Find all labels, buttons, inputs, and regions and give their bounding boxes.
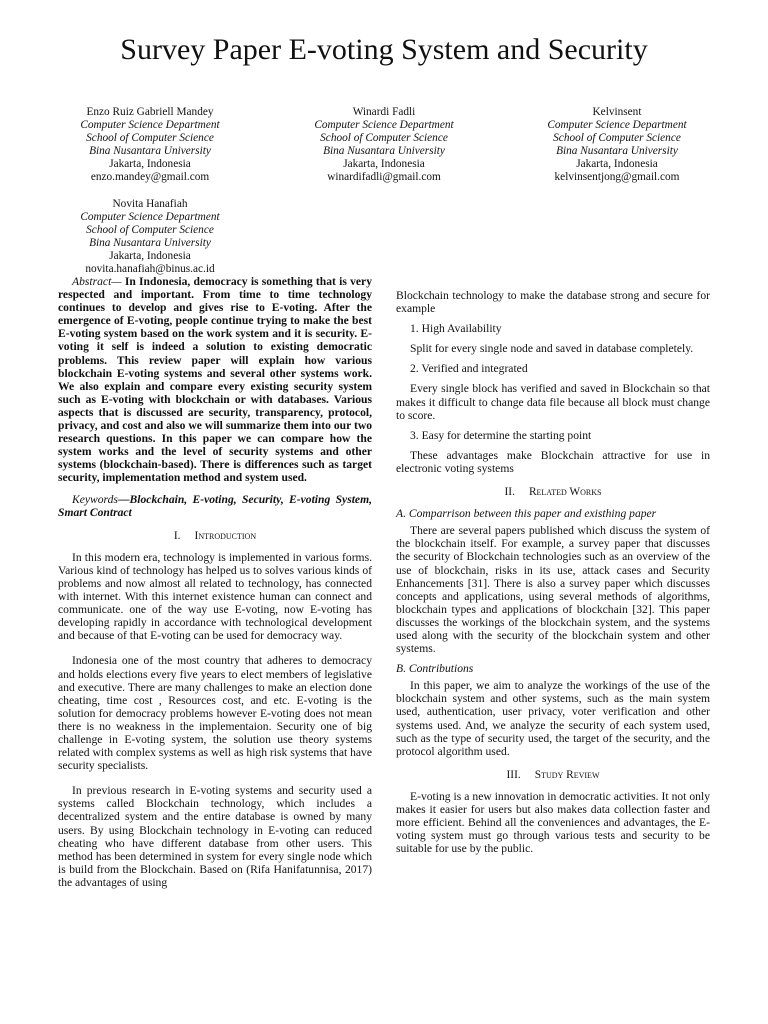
subsection-paragraph: In this paper, we aim to analyze the workings of the use of the blockchain system and other systems, such as the main system used, authentication, user privacy, voter verification and other systems used. And, we analyze the security of each system used, such as the type of security used, the target of the security, and the protocol algorithm used. — [396, 679, 710, 758]
author-block — [40, 198, 260, 276]
list-item-heading: 2. Verified and integrated — [410, 362, 528, 376]
list-item-text: Every single block has verified and saved in Blockchain so that makes it difficult to change data file because all block must change to score. — [396, 382, 710, 422]
section-heading-related-works — [396, 486, 710, 499]
author-school: School of Computer Science — [320, 132, 448, 144]
author-dept: Computer Science Department — [80, 119, 220, 131]
author-city: Jakarta, Indonesia — [576, 158, 658, 170]
author-email: kelvinsentjong@gmail.com — [554, 171, 680, 183]
author-block — [40, 106, 260, 184]
author-dept: Computer Science Department — [80, 211, 220, 223]
author-dept: Computer Science Department — [314, 119, 454, 131]
author-city: Jakarta, Indonesia — [343, 158, 425, 170]
author-univ: Bina Nusantara University — [323, 145, 445, 157]
advantages-paragraph: These advantages make Blockchain attractive for use in electronic voting systems — [396, 448, 710, 475]
section-heading-introduction — [58, 530, 372, 543]
abstract-label: Abstract— — [72, 275, 122, 288]
intro-paragraph: Indonesia one of the most country that adheres to democracy and holds elections every five years to elect members of legislative and executive. There are many challenges to make an election done cheating, time cost , Resources cost, and etc. E-voting is the solution for democracy problems however E-voting does not mean there is no weakness in the implementaion. Security one of big challenge in E-voting system, the solution use theory systems related with complex systems as well as high risk systems that have security specialists. — [58, 654, 372, 773]
section-number: II. — [504, 486, 515, 499]
list-item-text: Split for every single node and saved in database completely. — [410, 342, 694, 356]
paragraph-continued: Blockchain technology to make the database strong and secure for example — [396, 289, 710, 316]
intro-paragraph: In previous research in E-voting systems and security used a systems called Blockchain technology, which includes a decentralized system and the entire database is owned by many users. By using Blockchain technology in E-voting can reduced cheating who have different database from other users. This method has been determined in system for every single node which is build from the Blockchain. Based on (Rifa Hanifatunnisa, 2017) the advantages of using — [58, 784, 372, 889]
keywords-text: —Blockchain, E-voting, Security, E-voting System, Smart Contract — [58, 492, 372, 519]
subsection-paragraph: There are several papers published which discuss the system of the blockchain itself. For example, a survey paper that discusses the security of Blockchain technologies such as an overview of the use of blockchain, risks in its use, attack cases and Security Enhancements [31]. There is also a survey paper which discusses concepts and applications, using several methods of algorithms, blockchain types and applications of blockchain [32]. This paper discusses the workings of the blockchain system, and the systems used along with the security of the blockchain system and other systems. — [396, 524, 710, 656]
author-name: Novita Hanafiah — [112, 198, 188, 210]
section-number: I. — [173, 529, 181, 542]
left-column — [58, 275, 372, 896]
author-name: Kelvinsent — [592, 106, 642, 118]
author-name: Winardi Fadli — [352, 106, 416, 118]
author-block — [507, 106, 727, 184]
abstract — [58, 275, 372, 485]
author-email: enzo.mandey@gmail.com — [90, 171, 210, 183]
author-univ: Bina Nusantara University — [89, 145, 211, 157]
author-school: School of Computer Science — [553, 132, 681, 144]
paper-title: Survey Paper E-voting System and Security — [120, 33, 648, 66]
abstract-text: In Indonesia, democracy is something that is very respected and important. From time to time technology continues to develop and gives rise to E-voting. After the emergence of E-voting, people continue trying to make the best E-voting system based on the work system and it is security. E-voting it self is indeed a solution to existing democratic problems. This review paper will explain how various blockchain E-voting systems and several other systems work. We also explain and compare every existing security system such as E-voting with blockchain or with databases. Various aspects that is discussed are security, transparency, protocol, privacy, and cost and also we will summarize them into our two research questions. In this paper we can compare how the system works and the level of security systems and other systems (blockchain-based). There is differences such as target security, implementation method and system used. — [58, 275, 372, 485]
author-city: Jakarta, Indonesia — [109, 158, 191, 170]
section-heading-study-review — [396, 769, 710, 782]
list-item-heading: 1. High Availability — [410, 322, 502, 336]
right-column — [396, 289, 710, 862]
author-school: School of Computer Science — [86, 224, 214, 236]
author-city: Jakarta, Indonesia — [109, 250, 191, 262]
section-title: Related Works — [528, 486, 602, 499]
intro-paragraph: In this modern era, technology is implemented in various forms. Various kind of technology has helped us to solves various kinds of problems and now almost all related to technology, has connected with internet. With this internet existence human can connect and communicate. one of the way use E-voting, now E-voting has developing rapidly in accordance with technological development and because of that E-voting can be used for democracy way. — [58, 550, 372, 643]
author-dept: Computer Science Department — [547, 119, 687, 131]
keywords-label: Keywords — [72, 492, 118, 506]
author-univ: Bina Nusantara University — [556, 145, 678, 157]
study-paragraph: E-voting is a new innovation in democratic activities. It not only makes it easier for users but also makes data collection faster and more efficient. Behind all the conveniences and advantages, the E-voting system must go through various tests and security to be suitable for use by the public. — [396, 789, 710, 856]
author-email: winardifadli@gmail.com — [327, 171, 441, 183]
section-title: Introduction — [194, 529, 257, 542]
keywords — [58, 493, 372, 519]
author-school: School of Computer Science — [86, 132, 214, 144]
author-name: Enzo Ruiz Gabriell Mandey — [86, 106, 214, 118]
subsection-heading: A. Comparrison between this paper and existhing paper — [396, 507, 657, 521]
subsection-heading: B. Contributions — [396, 662, 474, 676]
author-email: novita.hanafiah@binus.ac.id — [85, 263, 215, 275]
list-item-heading: 3. Easy for determine the starting point — [410, 428, 592, 442]
section-title: Study Review — [534, 768, 600, 781]
author-univ: Bina Nusantara University — [89, 237, 211, 249]
author-block — [274, 106, 494, 184]
section-number: III. — [506, 768, 521, 781]
